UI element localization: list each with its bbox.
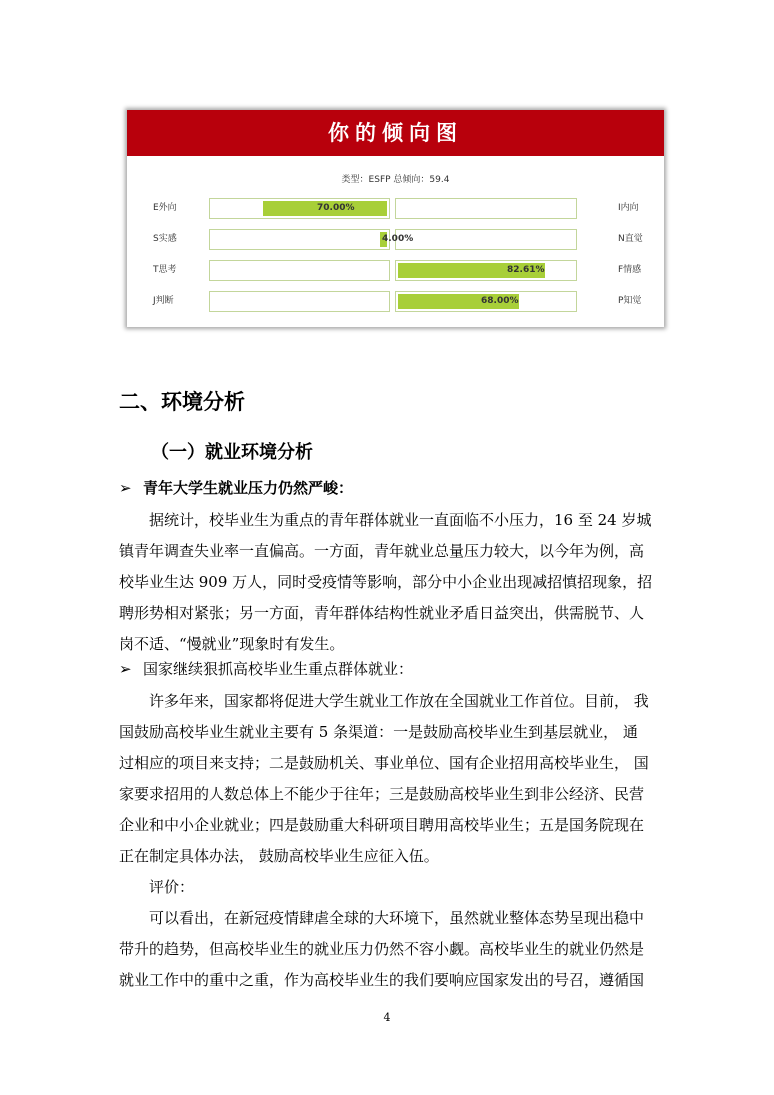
text-line: 可以看出，在新冠疫情肆虐全球的大环境下，虽然就业整体态势呈现出稳中 bbox=[149, 909, 645, 927]
text-line: 校毕业生达 909 万人，同时受疫情等影响，部分中小企业出现减招慎招现象，招 bbox=[119, 573, 653, 591]
text-line: 镇青年调查失业率一直偏高。一方面，青年就业总量压力较大，以今年为例，高 bbox=[119, 542, 645, 560]
bar-track-right bbox=[395, 291, 577, 312]
text-line: 聘形势相对紧张；另一方面，青年群体结构性就业矛盾日益突出，供需脱节、人 bbox=[119, 604, 645, 622]
dimension-label-right: P知觉 bbox=[618, 296, 642, 306]
bar-track-left bbox=[209, 260, 390, 281]
dimension-label-left: J判断 bbox=[153, 296, 174, 306]
text-line: 正在制定具体办法， 鼓励高校毕业生应征入伍。 bbox=[119, 847, 439, 865]
bullet-text: 国家继续狠抓高校毕业生重点群体就业： bbox=[143, 660, 414, 678]
page-number: 4 bbox=[383, 1011, 391, 1024]
bullet-text: 青年大学生就业压力仍然严峻： bbox=[143, 479, 354, 497]
bar-track-right bbox=[395, 198, 577, 219]
bullet-item-1 bbox=[119, 477, 353, 499]
text-line: 家要求招用的人数总体上不能少于往年；三是鼓励高校毕业生到非公经济、民营 bbox=[119, 785, 645, 803]
evaluation-label: 评价： bbox=[149, 878, 195, 896]
text-line: 据统计，校毕业生为重点的青年群体就业一直面临不小压力，16 至 24 岁城 bbox=[149, 511, 652, 529]
arrow-bullet-icon: ➢ bbox=[119, 660, 132, 678]
tendency-value-label: 68.00% bbox=[481, 296, 519, 306]
tendency-chart-card bbox=[127, 110, 664, 327]
text-line: 过相应的项目来支持；二是鼓励机关、事业单位、国有企业招用高校毕业生， 国 bbox=[119, 754, 649, 772]
paragraph-3 bbox=[119, 903, 659, 996]
dimension-label-right: I内向 bbox=[618, 203, 639, 213]
bullet-item-2 bbox=[119, 658, 413, 680]
tendency-value-label: 70.00% bbox=[317, 203, 355, 213]
subsection-heading: （一）就业环境分析 bbox=[151, 442, 313, 463]
bar-track-left bbox=[209, 198, 390, 219]
arrow-bullet-icon: ➢ bbox=[119, 479, 132, 497]
text-line: 国鼓励高校毕业生就业主要有 5 条渠道：一是鼓励高校毕业生到基层就业， 通 bbox=[119, 723, 638, 741]
dimension-label-left: E外向 bbox=[153, 203, 177, 213]
bar-track-left bbox=[209, 291, 390, 312]
bar-track-right bbox=[382, 229, 577, 250]
bar-track-right bbox=[395, 260, 577, 281]
text-line: 带升的趋势，但高校毕业生的就业压力仍然不容小觑。高校毕业生的就业仍然是 bbox=[119, 940, 645, 958]
chart-subtitle: 类型：ESFP 总倾向：59.4 bbox=[341, 175, 450, 185]
tendency-value-label: 4.00% bbox=[382, 234, 414, 244]
tendency-value-label: 82.61% bbox=[507, 265, 545, 275]
text-line: 岗不适、“慢就业”现象时有发生。 bbox=[119, 635, 345, 653]
text-line: 就业工作中的重中之重，作为高校毕业生的我们要响应国家发出的号召，遵循国 bbox=[119, 971, 645, 989]
dimension-label-right: F情感 bbox=[618, 265, 642, 275]
evaluation-label-block bbox=[119, 872, 659, 903]
bar-track-left bbox=[209, 229, 390, 250]
section-heading: 二、环境分析 bbox=[119, 390, 245, 414]
chart-title: 你的倾向图 bbox=[127, 110, 664, 156]
dimension-label-left: T思考 bbox=[153, 265, 177, 275]
dimension-label-right: N直觉 bbox=[618, 234, 643, 244]
dimension-label-left: S实感 bbox=[153, 234, 177, 244]
paragraph-2 bbox=[119, 686, 659, 872]
text-line: 企业和中小企业就业；四是鼓励重大科研项目聘用高校毕业生；五是国务院现在 bbox=[119, 816, 645, 834]
paragraph-1 bbox=[119, 505, 659, 660]
text-line: 许多年来，国家都将促进大学生就业工作放在全国就业工作首位。目前， 我 bbox=[149, 692, 649, 710]
